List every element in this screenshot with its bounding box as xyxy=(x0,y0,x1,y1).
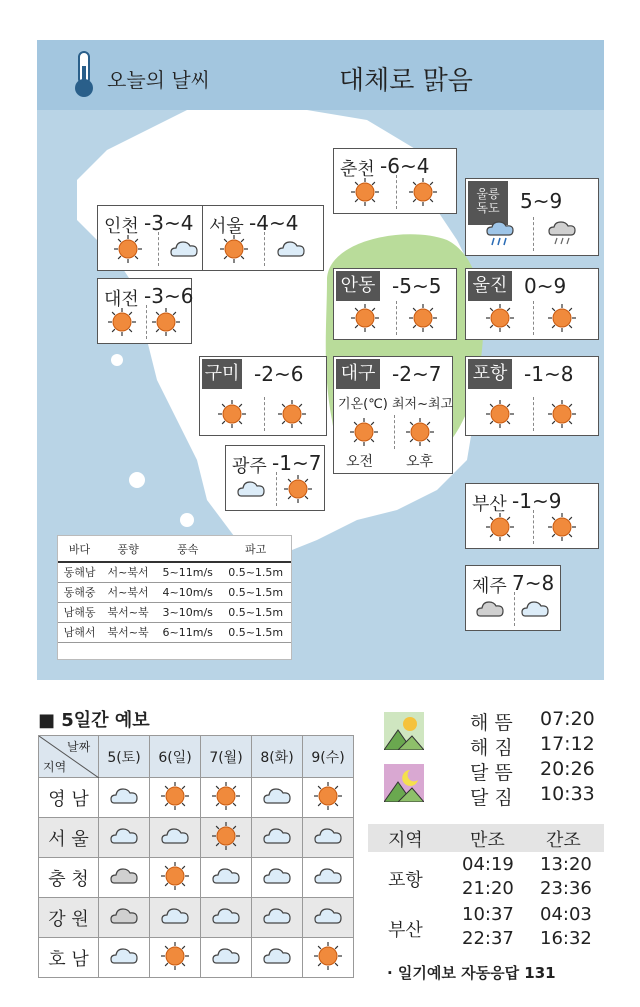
city-name: 안동 xyxy=(336,271,380,301)
tide-high-time: 22:37 xyxy=(462,928,514,949)
sunny-icon xyxy=(283,474,313,504)
sunny-icon xyxy=(160,861,190,891)
forecast-cell xyxy=(201,938,252,978)
morning-weather xyxy=(217,399,247,429)
sunny-icon xyxy=(547,512,577,542)
city-box xyxy=(465,356,599,436)
cloudy-icon xyxy=(276,234,306,264)
afternoon-weather xyxy=(169,234,199,264)
city-box xyxy=(465,268,599,340)
thermometer-icon xyxy=(69,50,99,100)
forecast-cell xyxy=(99,898,150,938)
divider xyxy=(264,232,265,266)
sea-cell: 서~북서 xyxy=(101,582,155,602)
divider xyxy=(533,397,534,431)
city-temperature: 7~8 xyxy=(512,571,555,595)
afternoon-weather xyxy=(408,303,438,333)
divider xyxy=(396,175,397,209)
sunny-icon xyxy=(408,303,438,333)
sea-cell: 동해남 xyxy=(58,562,101,582)
tide-high-time: 10:37 xyxy=(462,904,514,925)
sunny-icon xyxy=(107,307,137,337)
morning-weather xyxy=(107,307,137,337)
tide-low-time: 04:03 xyxy=(540,904,592,925)
city-name: 포항 xyxy=(468,359,512,389)
sunny-icon xyxy=(277,399,307,429)
forecast-cell xyxy=(150,818,201,858)
sea-cell: 6~11m/s xyxy=(155,622,220,642)
forecast-cell xyxy=(303,938,354,978)
forecast-row xyxy=(39,858,354,898)
sunny-icon xyxy=(485,512,515,542)
afternoon-weather xyxy=(405,417,435,447)
region-label: 영 남 xyxy=(39,778,99,818)
city-name: 서울 xyxy=(209,216,244,237)
sunny-icon xyxy=(160,781,190,811)
city-temperature: 0~9 xyxy=(524,274,567,298)
legend-afternoon: 오후 xyxy=(406,454,434,470)
sunny-icon xyxy=(485,303,515,333)
city-temperature: -3~4 xyxy=(144,211,194,235)
sunset-time: 17:12 xyxy=(540,733,595,755)
forecast-cell xyxy=(201,818,252,858)
legend-caption: 기온(℃) 최저~최고 xyxy=(338,397,454,412)
tide-header-region: 지역 xyxy=(388,830,423,851)
city-temperature: -1~9 xyxy=(512,489,562,513)
sunny-icon xyxy=(313,941,343,971)
corner-top-label: 날짜 xyxy=(67,740,91,754)
city-temperature: -4~4 xyxy=(249,211,299,235)
forecast-cell xyxy=(201,858,252,898)
afternoon-weather xyxy=(277,399,307,429)
city-temperature: -1~8 xyxy=(524,362,574,386)
forecast-cell xyxy=(303,898,354,938)
cloudy-icon xyxy=(109,941,139,971)
afternoon-weather xyxy=(408,177,438,207)
morning-weather xyxy=(113,234,143,264)
sunny-icon xyxy=(350,177,380,207)
day-header: 6(일) xyxy=(150,736,201,778)
tide-header-high: 만조 xyxy=(470,830,505,851)
morning-weather xyxy=(485,303,515,333)
sunrise-time: 07:20 xyxy=(540,708,595,730)
sea-cell: 0.5~1.5m xyxy=(220,622,291,642)
city-name: 인천 xyxy=(104,216,139,237)
corner-bottom-label: 지역 xyxy=(43,760,67,774)
cloudy-icon xyxy=(262,821,292,851)
city-box xyxy=(333,148,457,214)
island xyxy=(129,472,145,488)
sea-cell: 0.5~1.5m xyxy=(220,582,291,602)
cloudy-icon xyxy=(109,821,139,851)
forecast-cell xyxy=(252,818,303,858)
cloudy-icon xyxy=(262,901,292,931)
sunrise-label: 해 뜸 xyxy=(470,712,513,734)
sea-cell: 서~북서 xyxy=(101,562,155,582)
overcast-icon xyxy=(475,594,505,624)
city-temperature: -3~6 xyxy=(144,284,194,308)
divider xyxy=(533,510,534,544)
cloudy-icon xyxy=(211,861,241,891)
sunny-icon xyxy=(113,234,143,264)
sea-header: 파고 xyxy=(220,536,291,562)
afternoon-weather xyxy=(276,234,306,264)
city-name: 제주 xyxy=(472,576,507,597)
city-box xyxy=(97,278,192,344)
city-name: 광주 xyxy=(232,456,267,477)
afternoon-weather xyxy=(547,303,577,333)
city-name: 울릉 독도 xyxy=(468,181,508,225)
overcast-icon xyxy=(109,901,139,931)
sunrise-icon xyxy=(384,712,424,750)
sea-cell: 4~10m/s xyxy=(155,582,220,602)
sunny-icon xyxy=(217,399,247,429)
sunny-icon xyxy=(160,941,190,971)
sunny-icon xyxy=(349,417,379,447)
morning-weather xyxy=(485,399,515,429)
cloud-rain-icon xyxy=(547,219,577,249)
morning-weather xyxy=(349,417,379,447)
city-temperature: -2~6 xyxy=(254,362,304,386)
page-title: 오늘의 날씨 xyxy=(107,68,210,92)
forecast-row xyxy=(39,938,354,978)
afternoon-weather xyxy=(547,219,577,249)
cloudy-icon xyxy=(520,594,550,624)
sea-cell: 3~10m/s xyxy=(155,602,220,622)
cloudy-icon xyxy=(262,941,292,971)
sunny-icon xyxy=(405,417,435,447)
moonset-time: 10:33 xyxy=(540,783,595,805)
city-box xyxy=(202,205,324,271)
sea-header: 풍속 xyxy=(155,536,220,562)
sea-cell: 남해서 xyxy=(58,622,101,642)
city-name: 대전 xyxy=(104,289,139,310)
day-header: 8(화) xyxy=(252,736,303,778)
cloudy-icon xyxy=(313,901,343,931)
tide-low-time: 23:36 xyxy=(540,878,592,899)
cloudy-icon xyxy=(211,941,241,971)
sea-cell: 남해동 xyxy=(58,602,101,622)
forecast-cell xyxy=(99,858,150,898)
forecast-cell xyxy=(150,778,201,818)
region-label: 호 남 xyxy=(39,938,99,978)
tide-low-time: 16:32 xyxy=(540,928,592,949)
cloudy-icon xyxy=(313,821,343,851)
island xyxy=(180,513,194,527)
tide-low-time: 13:20 xyxy=(540,854,592,875)
sea-cell: 동해중 xyxy=(58,582,101,602)
afternoon-weather xyxy=(283,474,313,504)
morning-weather xyxy=(475,594,505,624)
morning-weather xyxy=(236,474,266,504)
forecast-cell xyxy=(303,778,354,818)
afternoon-weather xyxy=(547,399,577,429)
sunny-icon xyxy=(350,303,380,333)
city-name: 대구 xyxy=(336,359,380,389)
phone-service-note: · 일기예보 자동응답 131 xyxy=(387,964,556,982)
legend-morning: 오전 xyxy=(346,454,374,470)
forecast-cell xyxy=(303,858,354,898)
corner-cell xyxy=(39,736,99,778)
five-day-forecast-table xyxy=(38,735,354,978)
sunny-icon xyxy=(219,234,249,264)
sunny-icon xyxy=(313,781,343,811)
sea-cell: 0.5~1.5m xyxy=(220,562,291,582)
region-label: 강 원 xyxy=(39,898,99,938)
divider xyxy=(276,472,277,506)
forecast-cell xyxy=(252,858,303,898)
forecast-cell xyxy=(99,938,150,978)
tide-place: 부산 xyxy=(388,920,423,941)
city-temperature: -1~7 xyxy=(272,451,322,475)
morning-weather xyxy=(485,219,515,249)
tide-place: 포항 xyxy=(388,870,423,891)
weather-map-panel xyxy=(37,40,604,680)
sunset-label: 해 짐 xyxy=(470,737,513,759)
region-label: 충 청 xyxy=(39,858,99,898)
city-temperature: 5~9 xyxy=(520,189,563,213)
city-box xyxy=(333,268,457,340)
city-name: 울진 xyxy=(468,271,512,301)
city-temperature: -6~4 xyxy=(380,154,430,178)
morning-weather xyxy=(219,234,249,264)
cloudy-icon xyxy=(262,781,292,811)
sunny-icon xyxy=(211,781,241,811)
sunny-icon xyxy=(211,821,241,851)
sea-cell: 북서~북 xyxy=(101,622,155,642)
city-box xyxy=(225,445,325,511)
sunny-icon xyxy=(485,399,515,429)
rain-icon xyxy=(485,219,515,249)
divider xyxy=(158,232,159,266)
forecast-cell xyxy=(99,818,150,858)
forecast-cell xyxy=(99,778,150,818)
cloudy-icon xyxy=(236,474,266,504)
city-box xyxy=(97,205,217,271)
island xyxy=(111,354,123,366)
city-box xyxy=(465,178,599,256)
sea-cell: 5~11m/s xyxy=(155,562,220,582)
day-header: 9(수) xyxy=(303,736,354,778)
forecast-cell xyxy=(201,778,252,818)
moonrise-label: 달 뜸 xyxy=(470,762,513,784)
divider xyxy=(514,592,515,626)
moonrise-time: 20:26 xyxy=(540,758,595,780)
sea-row xyxy=(58,582,291,602)
city-box xyxy=(465,565,561,631)
tide-header-low: 간조 xyxy=(546,830,581,851)
cloudy-icon xyxy=(109,781,139,811)
afternoon-weather xyxy=(151,307,181,337)
sea-header: 바다 xyxy=(58,536,101,562)
forecast-cell xyxy=(150,858,201,898)
moonrise-icon xyxy=(384,764,424,802)
forecast-row xyxy=(39,818,354,858)
sunny-icon xyxy=(408,177,438,207)
divider xyxy=(394,415,395,449)
city-box xyxy=(199,356,327,436)
cloudy-icon xyxy=(160,821,190,851)
forecast-cell xyxy=(252,778,303,818)
overcast-icon xyxy=(109,861,139,891)
forecast-cell xyxy=(150,938,201,978)
morning-weather xyxy=(350,177,380,207)
forecast-title: ■ 5일간 예보 xyxy=(38,710,150,731)
day-header: 7(월) xyxy=(201,736,252,778)
cloudy-icon xyxy=(313,861,343,891)
day-header: 5(토) xyxy=(99,736,150,778)
city-name: 춘천 xyxy=(340,159,375,180)
city-name: 구미 xyxy=(202,359,242,389)
sea-row xyxy=(58,562,291,582)
divider xyxy=(533,301,534,335)
forecast-cell xyxy=(252,898,303,938)
city-box xyxy=(465,483,599,549)
city-temperature: -2~7 xyxy=(392,362,442,386)
sunny-icon xyxy=(547,399,577,429)
divider xyxy=(146,305,147,339)
region-label: 서 울 xyxy=(39,818,99,858)
cloudy-icon xyxy=(262,861,292,891)
sunny-icon xyxy=(151,307,181,337)
morning-weather xyxy=(350,303,380,333)
sea-header: 풍향 xyxy=(101,536,155,562)
city-name: 부산 xyxy=(472,494,507,515)
cloudy-icon xyxy=(160,901,190,931)
tide-high-time: 04:19 xyxy=(462,854,514,875)
forecast-cell xyxy=(150,898,201,938)
sunny-icon xyxy=(547,303,577,333)
sea-cell: 0.5~1.5m xyxy=(220,602,291,622)
forecast-cell xyxy=(201,898,252,938)
sea-row xyxy=(58,622,291,642)
sea-row xyxy=(58,602,291,622)
divider xyxy=(533,217,534,251)
cloudy-icon xyxy=(169,234,199,264)
city-box xyxy=(333,356,453,474)
afternoon-weather xyxy=(520,594,550,624)
weather-summary: 대체로 맑음 xyxy=(339,66,473,96)
city-temperature: -5~5 xyxy=(392,274,442,298)
divider xyxy=(264,397,265,431)
moonset-label: 달 짐 xyxy=(470,787,513,809)
sea-table xyxy=(57,535,292,660)
tide-high-time: 21:20 xyxy=(462,878,514,899)
forecast-cell xyxy=(303,818,354,858)
morning-weather xyxy=(485,512,515,542)
forecast-cell xyxy=(252,938,303,978)
afternoon-weather xyxy=(547,512,577,542)
forecast-row xyxy=(39,778,354,818)
cloudy-icon xyxy=(211,901,241,931)
divider xyxy=(396,301,397,335)
forecast-row xyxy=(39,898,354,938)
sea-cell: 북서~북 xyxy=(101,602,155,622)
